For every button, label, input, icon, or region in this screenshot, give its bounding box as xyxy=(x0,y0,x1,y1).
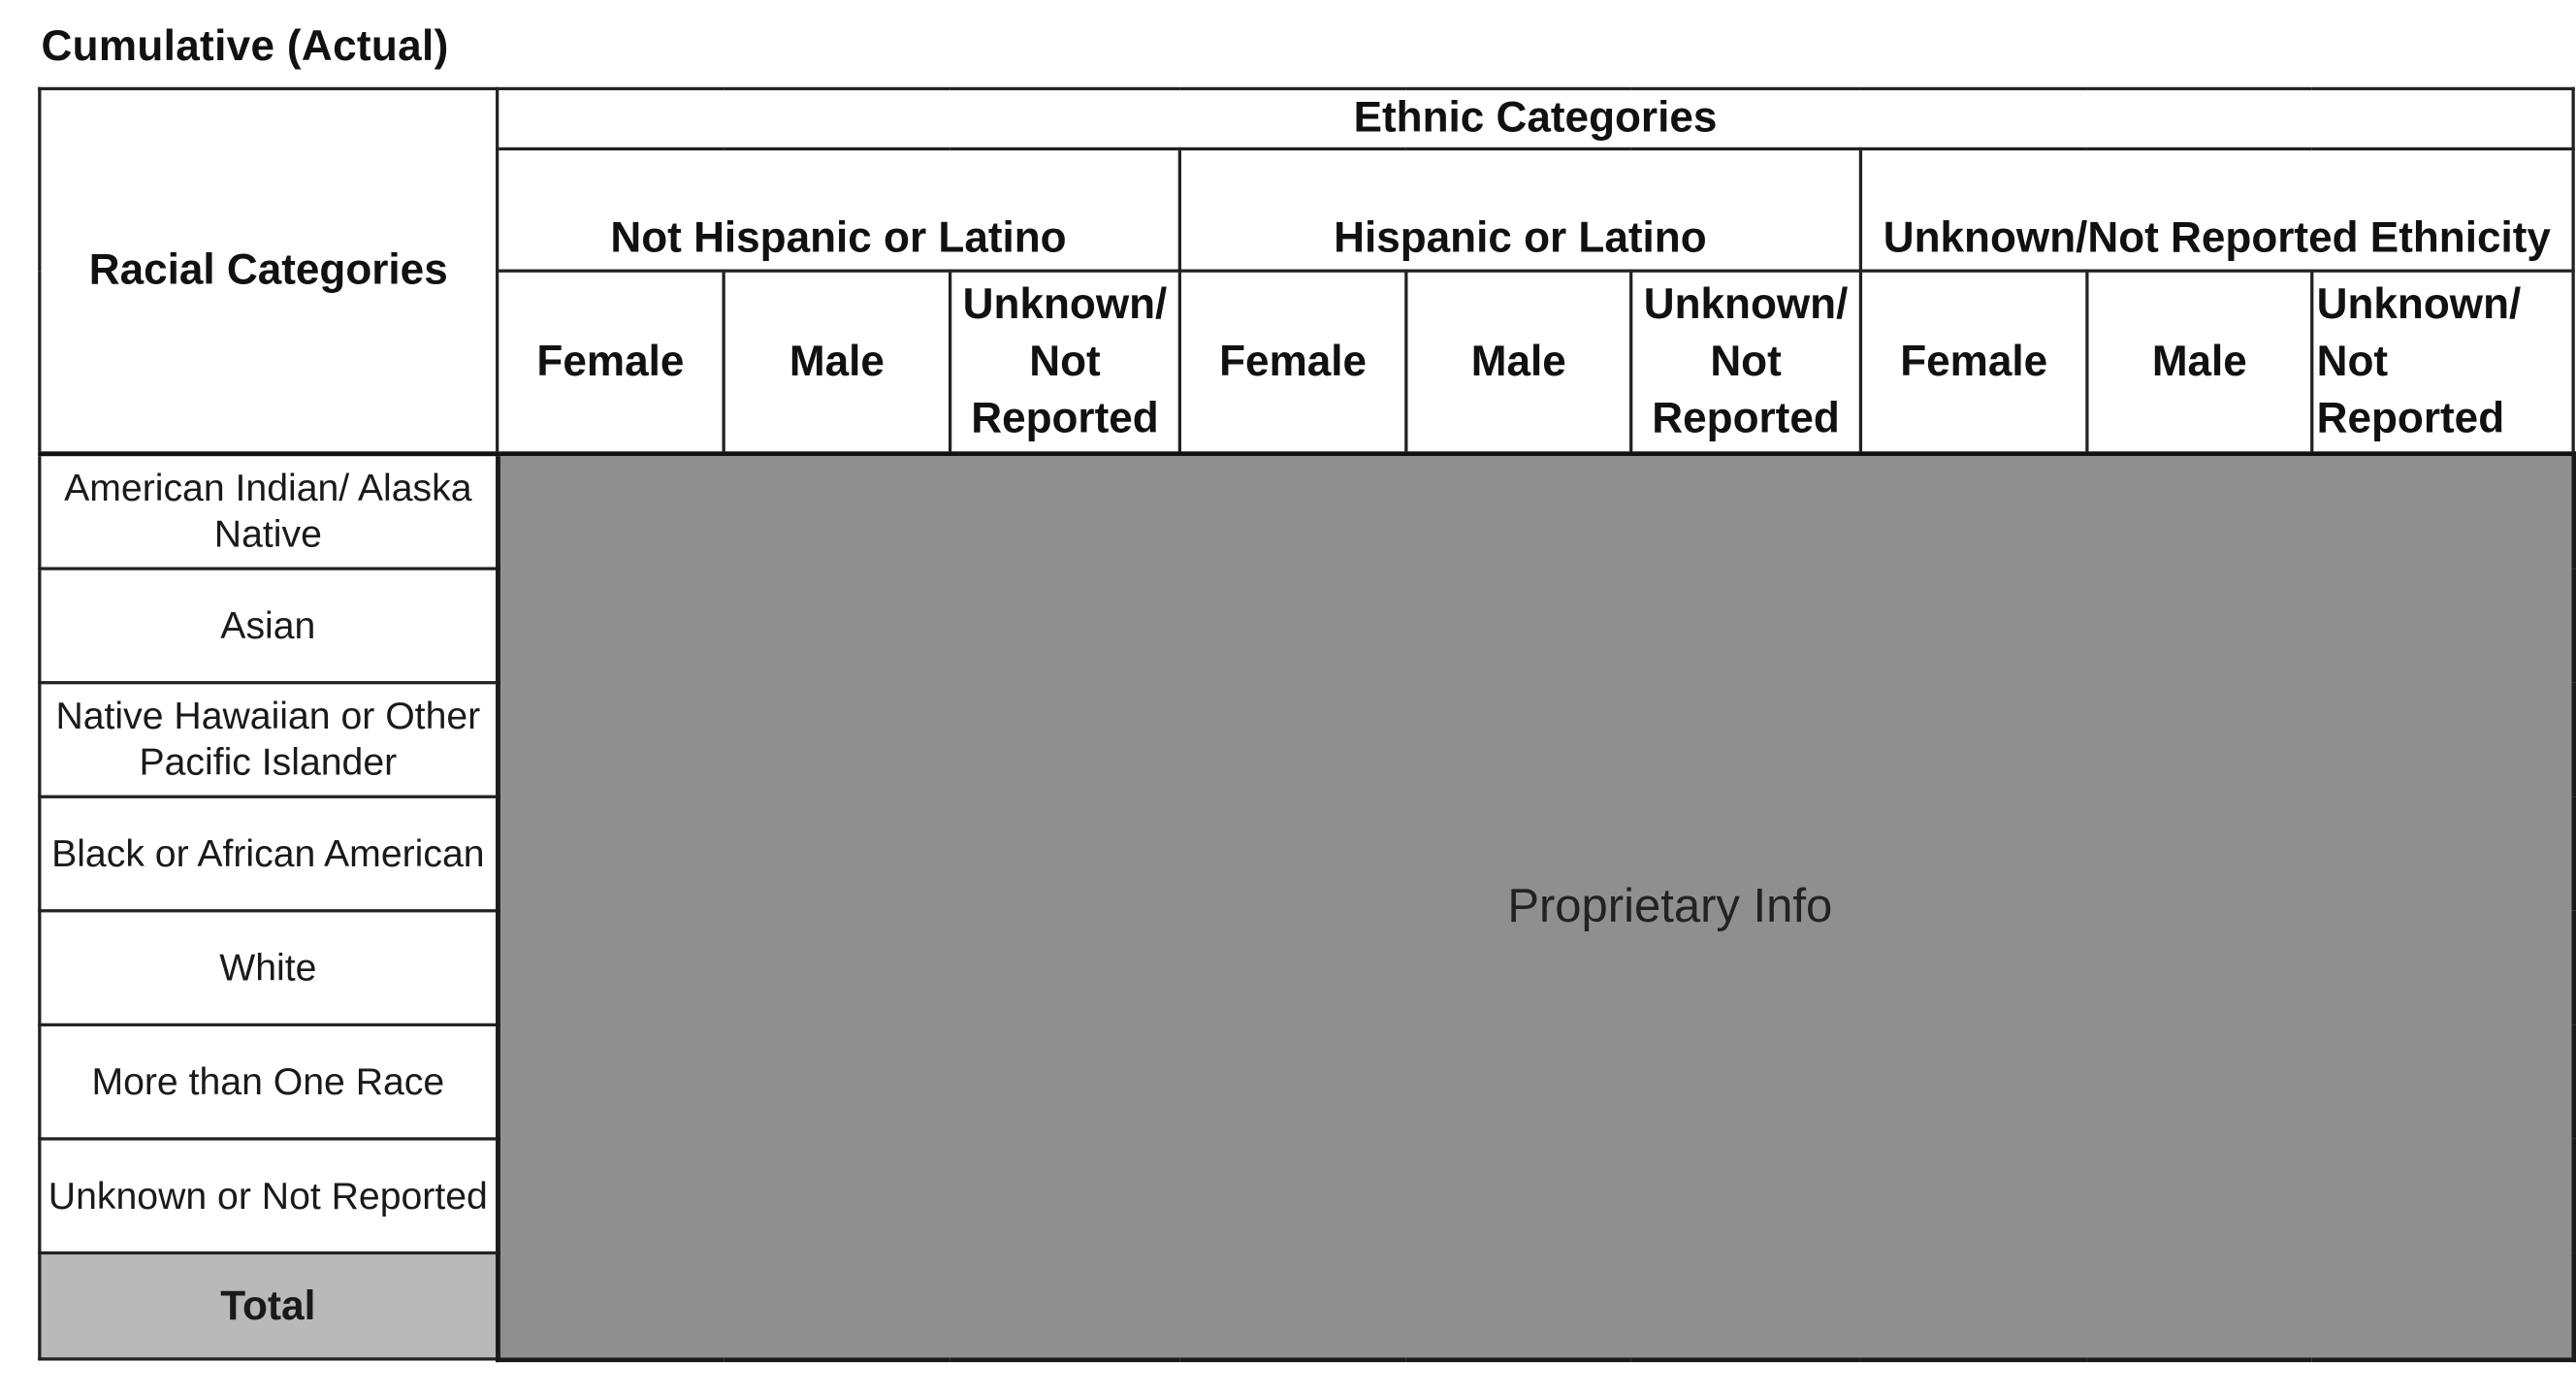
row-label-white: White xyxy=(40,911,498,1025)
col-header-female: Female xyxy=(1860,271,2086,453)
group-header-not-hispanic: Not Hispanic or Latino xyxy=(498,148,1180,271)
table-title: Cumulative (Actual) xyxy=(41,21,449,70)
row-label-unknown-race: Unknown or Not Reported xyxy=(40,1139,498,1253)
col-header-unknown: Unknown/ Not Reported xyxy=(2312,271,2574,453)
ethnic-categories-header: Ethnic Categories xyxy=(498,88,2574,148)
proprietary-info-label: Proprietary Info xyxy=(1507,880,1833,933)
col-header-unknown: Unknown/ Not Reported xyxy=(1631,271,1861,453)
racial-categories-header: Racial Categories xyxy=(40,88,498,453)
row-label-asian: Asian xyxy=(40,569,498,683)
row-label-american-indian: American Indian/ Alaska Native xyxy=(40,453,498,569)
row-label-more-than-one-race: More than One Race xyxy=(40,1024,498,1139)
row-label-black: Black or African American xyxy=(40,796,498,911)
group-header-unknown-ethnicity: Unknown/Not Reported Ethnicity xyxy=(1860,148,2573,271)
col-header-male: Male xyxy=(2087,271,2312,453)
row-label-total: Total xyxy=(40,1252,498,1358)
col-header-unknown: Unknown/ Not Reported xyxy=(950,271,1180,453)
header-row-ethnic xyxy=(40,88,2573,148)
enrollment-table xyxy=(38,87,2576,1362)
row-label-native-hawaiian: Native Hawaiian or Other Pacific Islander xyxy=(40,683,498,797)
group-header-hispanic: Hispanic or Latino xyxy=(1179,148,1860,271)
col-header-female: Female xyxy=(1179,271,1405,453)
col-header-male: Male xyxy=(1406,271,1631,453)
table-row xyxy=(40,453,2573,569)
col-header-female: Female xyxy=(498,271,724,453)
col-header-male: Male xyxy=(724,271,950,453)
masked-data-region xyxy=(498,453,2574,1359)
